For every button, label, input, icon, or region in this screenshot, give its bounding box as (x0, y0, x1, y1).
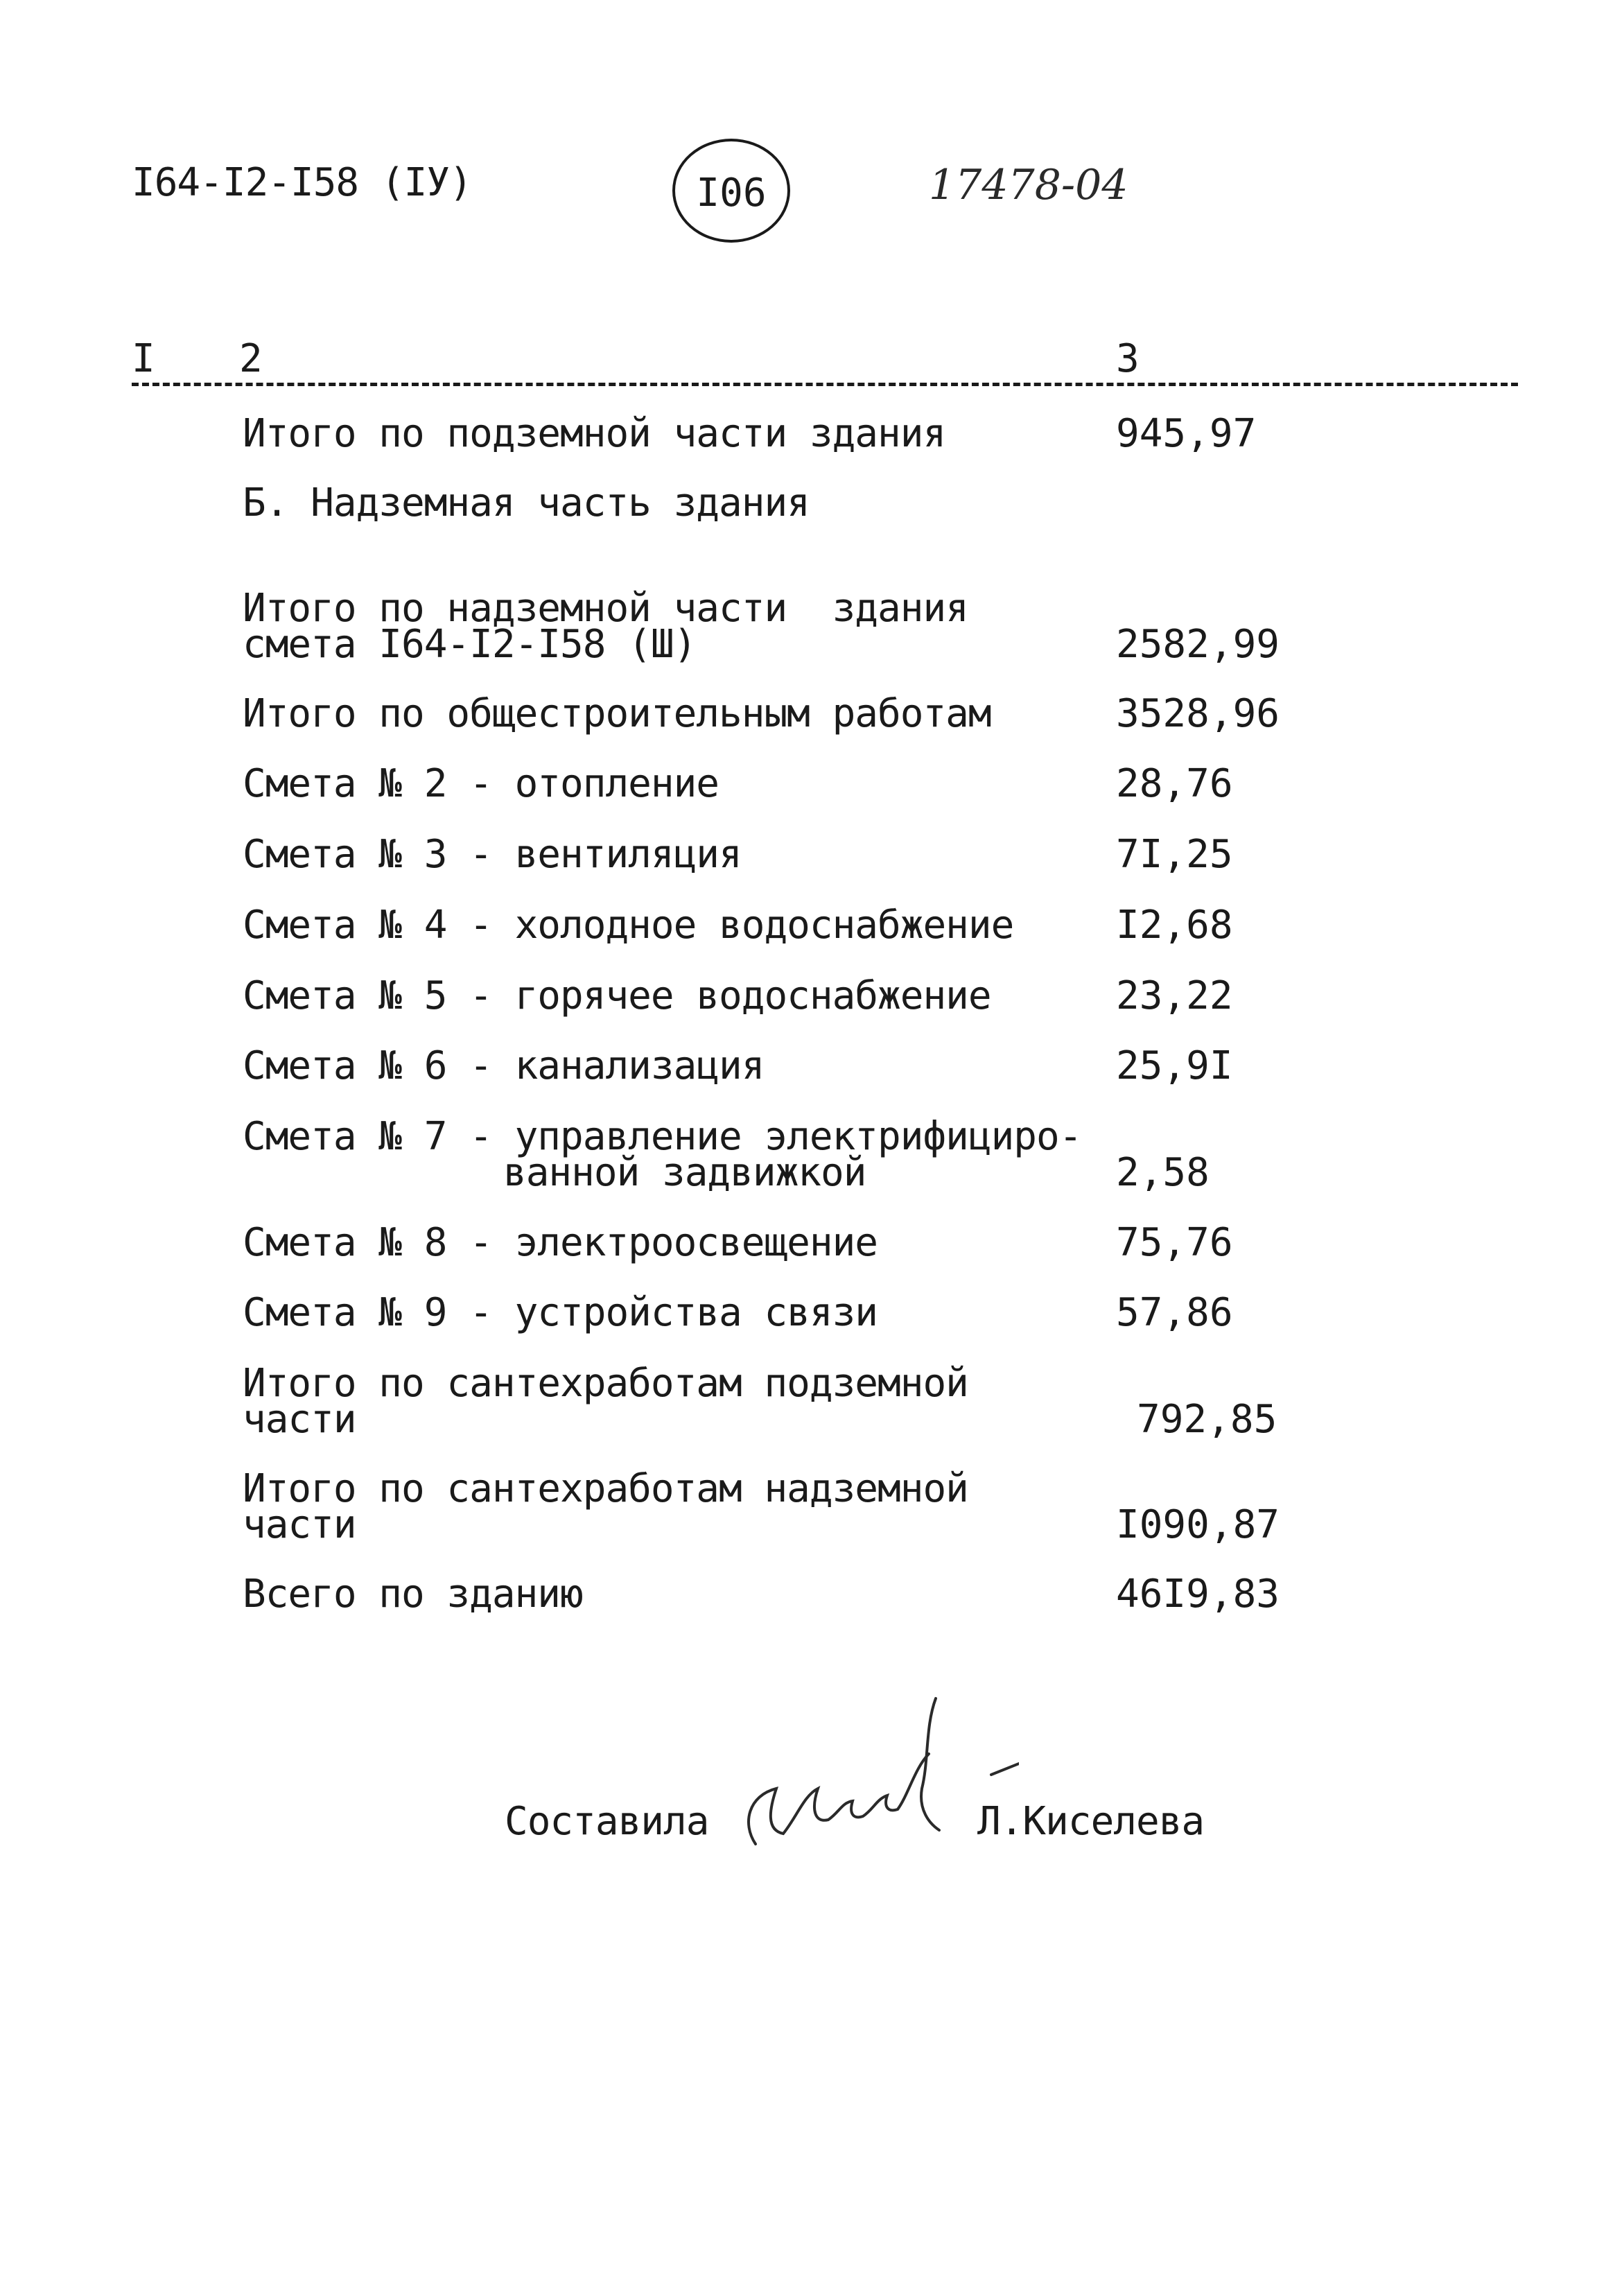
row-label: Итого по общестроительным работам (243, 691, 991, 736)
row-amount: 25,9I (1116, 1043, 1233, 1088)
row-label: Смета № 5 - горячее водоснабжение (243, 973, 991, 1018)
row-label: Смета № 4 - холодное водоснабжение (243, 903, 1014, 948)
row-amount: 7I,25 (1116, 832, 1233, 877)
compiler-name: Л.Киселева (977, 1799, 1205, 1844)
project-code: I64-I2-I58 (IУ) (132, 160, 472, 205)
row-amount: 945,97 (1116, 411, 1257, 456)
row-amount: 2,58 (1116, 1150, 1210, 1195)
row-amount: 46I9,83 (1116, 1572, 1280, 1617)
column-header-2: 2 (239, 336, 262, 381)
row-label: Смета № 3 - вентиляция (243, 832, 742, 877)
row-label-continued: смета I64-I2-I58 (Ш) (243, 622, 697, 667)
row-label: Итого по сантехработам подземной (243, 1361, 968, 1406)
row-label-continued: части (243, 1397, 356, 1442)
column-header-1: I (132, 336, 155, 381)
row-label: Итого по сантехработам надземной (243, 1466, 968, 1511)
row-amount: 75,76 (1116, 1220, 1233, 1265)
row-label-continued: ванной задвижкой (503, 1150, 866, 1195)
row-amount: 3528,96 (1116, 691, 1280, 736)
handwritten-signature (728, 1685, 1019, 1865)
row-amount: I090,87 (1116, 1502, 1280, 1547)
compiled-by-label: Составила (505, 1799, 709, 1844)
handwritten-inventory-number: 17478-04 (929, 161, 1128, 209)
row-label: Всего по зданию (243, 1572, 583, 1617)
header-dashed-rule (132, 383, 1518, 386)
page-number-stamp (672, 139, 790, 243)
row-amount: 57,86 (1116, 1290, 1233, 1335)
row-amount: 28,76 (1116, 761, 1233, 806)
row-amount: I2,68 (1116, 903, 1233, 948)
row-label: Смета № 7 - управление электрифициро- (243, 1114, 1082, 1159)
row-label: Смета № 2 - отопление (243, 761, 719, 806)
column-header-3: 3 (1116, 336, 1139, 381)
row-amount: 2582,99 (1116, 622, 1280, 667)
row-label: Смета № 8 - электроосвещение (243, 1220, 878, 1265)
row-label: Итого по надземной части здания (243, 586, 968, 631)
row-amount: 23,22 (1116, 973, 1233, 1018)
page-number: I06 (696, 171, 767, 216)
section-heading: Б. Надземная часть здания (243, 480, 810, 525)
row-label-continued: части (243, 1502, 356, 1547)
row-label: Смета № 9 - устройства связи (243, 1290, 878, 1335)
row-amount: 792,85 (1137, 1397, 1277, 1442)
row-label: Смета № 6 - канализация (243, 1043, 765, 1088)
row-label: Итого по подземной части здания (243, 411, 946, 456)
